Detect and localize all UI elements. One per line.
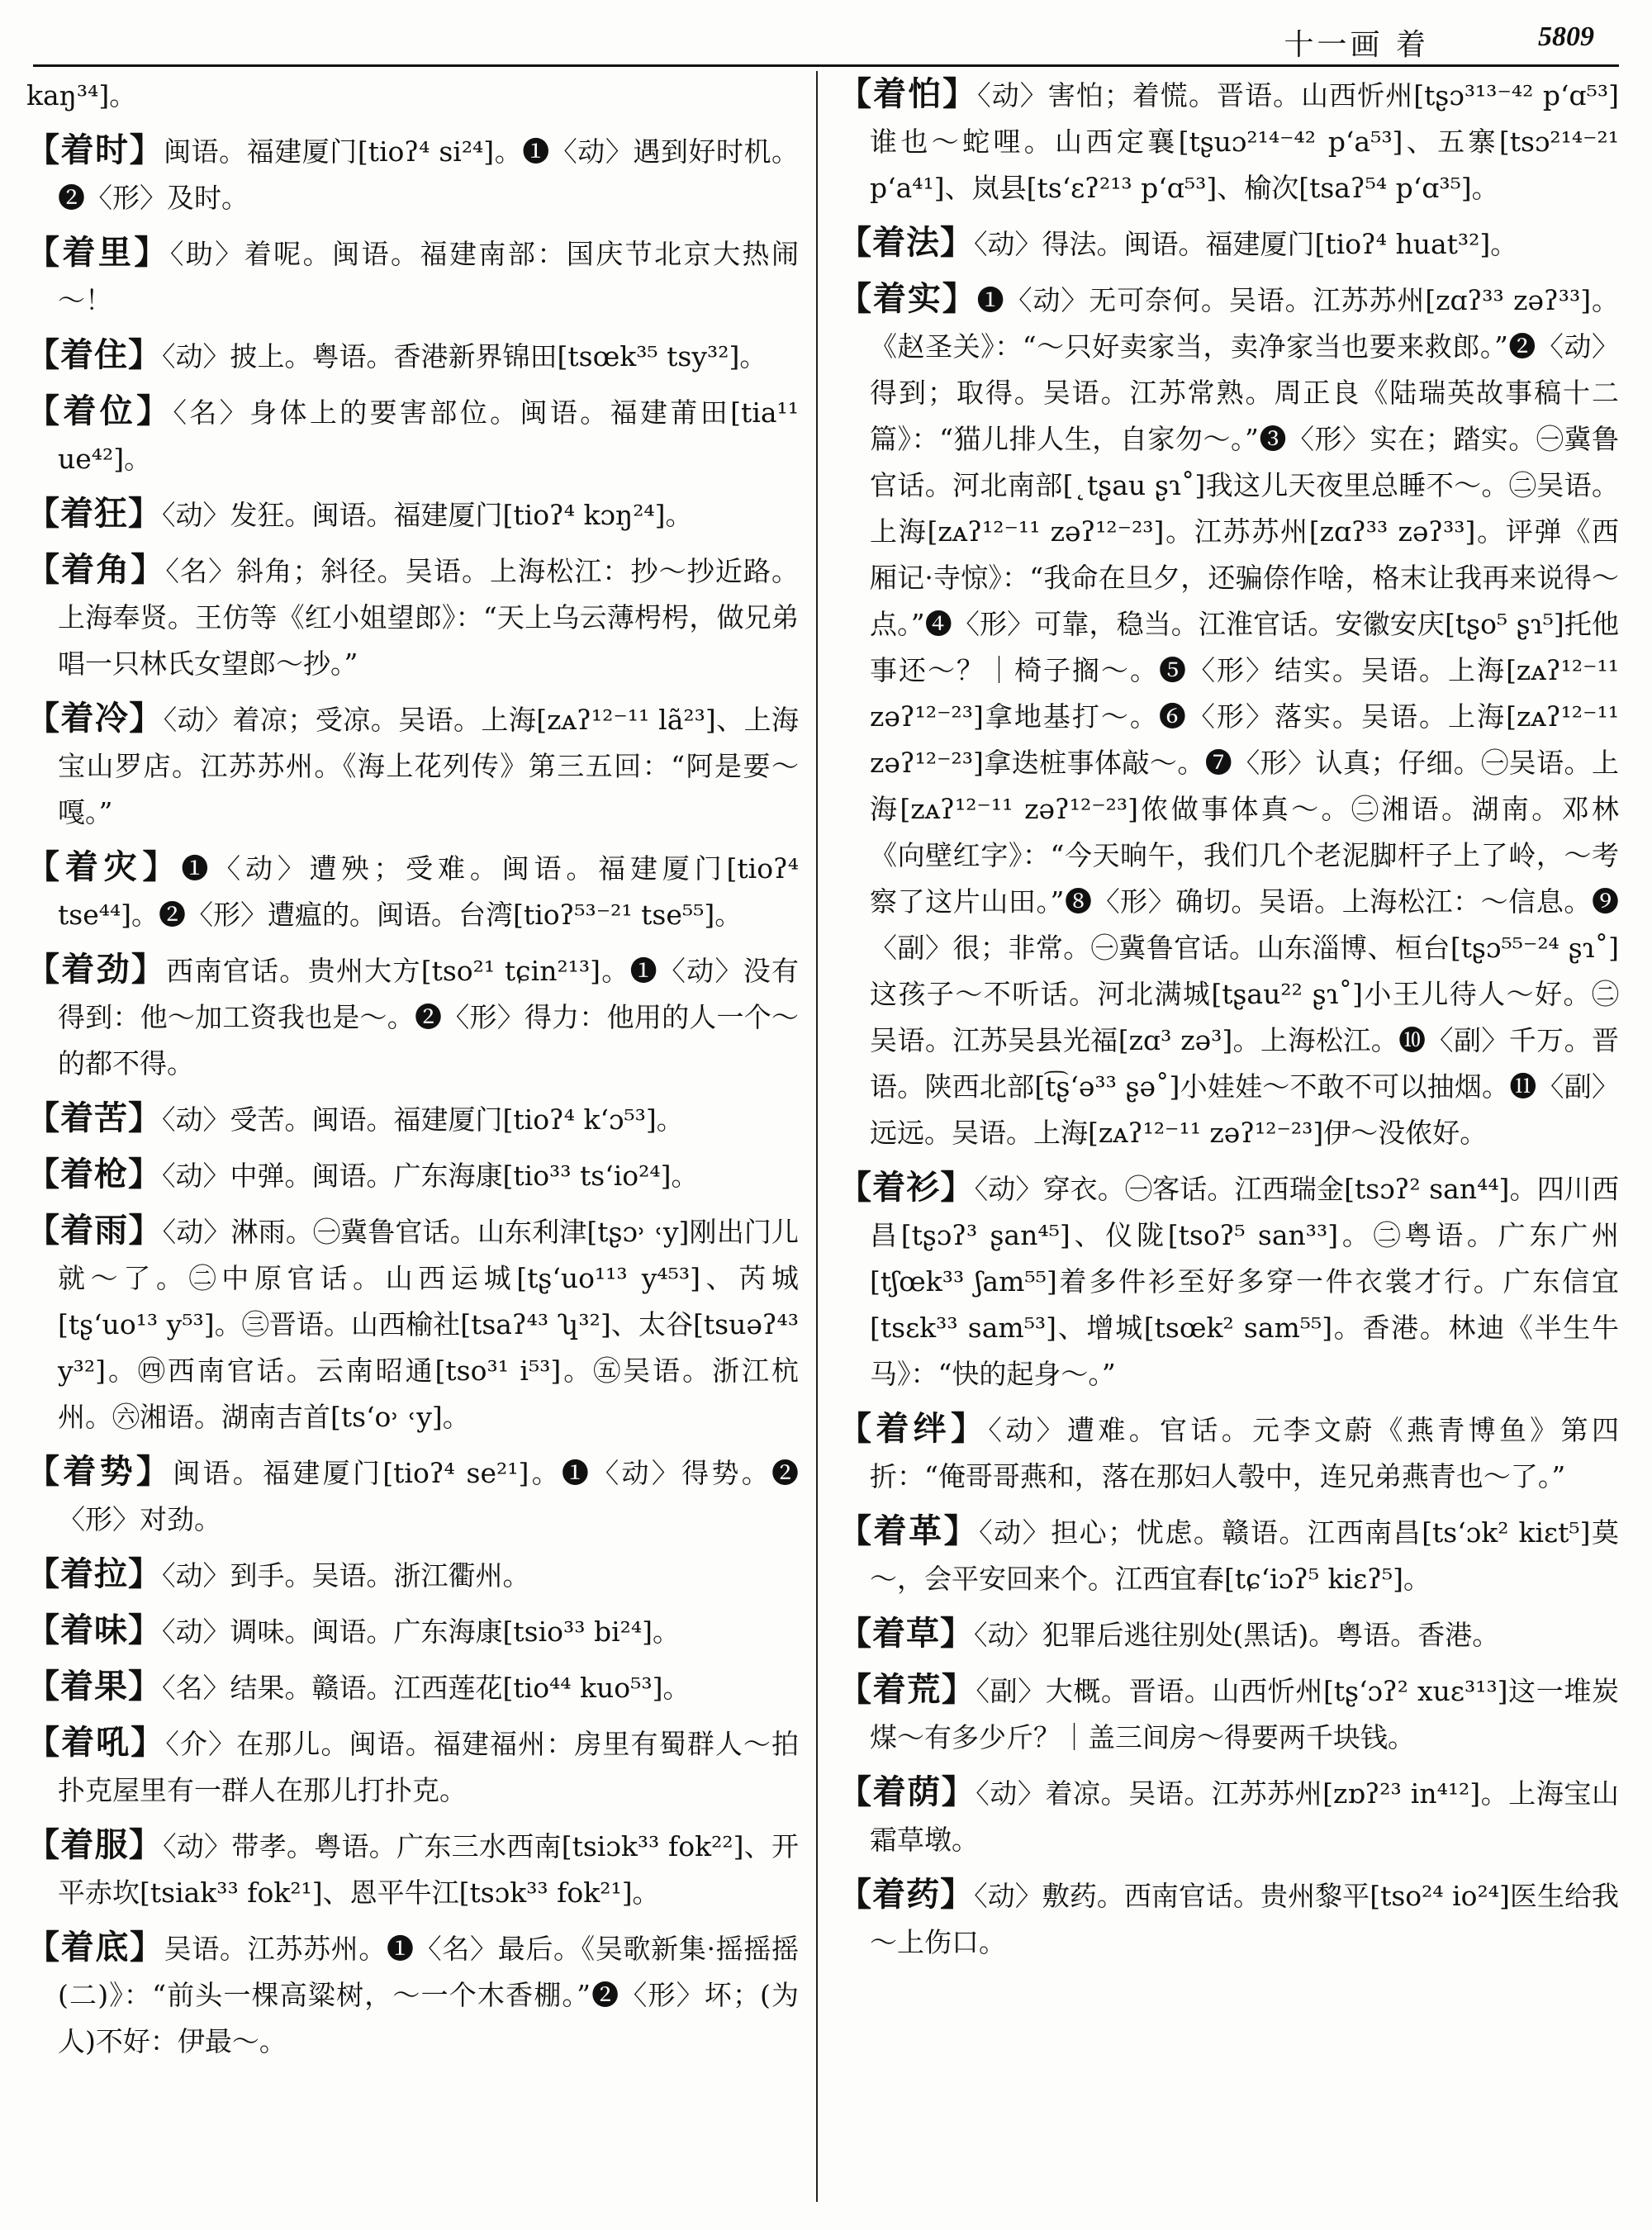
entry-headword: 【着雨】 [26, 1211, 163, 1250]
entry-definition: 〈动〉犯罪后逃往别处(黑话)。粤语。香港。 [974, 1619, 1500, 1651]
entry-definition: 〈动〉穿衣。㊀客话。江西瑞金[tsɔʔ² san⁴⁴]。四川西昌[tʂɔʔ³ ʂan⁴⁵]、仪陇[tsoʔ⁵ san³³]。㊁粤语。广东广州[tʃœk³³ ʃam⁵⁵]着多件衫至好多穿一件衣裳才行。广东信宜[tsɛk³³ sam⁵³]、增城[tsœk² sam⁵⁵]。香港。林迪《半生牛马》：“快的起身～。” [870, 1173, 1619, 1390]
entry-headword: 【着角】 [26, 550, 166, 589]
dictionary-entry [26, 491, 799, 539]
entry-definition: 〈动〉着凉；受凉。吴语。上海[zᴀʔ¹²⁻¹¹ lã²³]、上海宝山罗店。江苏苏州。《海上花列传》第三五回：“阿是要～嘎。” [58, 704, 799, 828]
column-divider [816, 71, 818, 2202]
dictionary-entry [838, 220, 1619, 268]
dictionary-entry [838, 1872, 1619, 1966]
entry-headword: 【着拉】 [26, 1554, 162, 1593]
entry-headword: 【着势】 [26, 1452, 173, 1491]
entry-headword: 【着劲】 [26, 950, 167, 989]
entry-headword: 【着苦】 [26, 1098, 162, 1137]
entry-definition: 〈动〉得法。闽语。福建厦门[tioʔ⁴ huat³²]。 [974, 228, 1518, 260]
entry-headword: 【着底】 [26, 1928, 164, 1967]
entry-definition: 〈动〉披上。粤语。香港新界锦田[tsœk³⁵ tsy³²]。 [162, 340, 767, 372]
entry-definition: 〈动〉害怕；着慌。晋语。山西忻州[tʂɔ³¹³⁻⁴² pʻɑ⁵³]谁也～蛇哩。山西定襄[tʂuɔ²¹⁴⁻⁴² pʻa⁵³]、五寨[tsɔ²¹⁴⁻²¹ pʻa⁴¹]、岚县[tsʻɛʔ²¹³ pʻɑ⁵³]、榆次[tsaʔ⁵⁴ pʻɑ³⁵]。 [870, 79, 1619, 204]
dictionary-entry [26, 127, 799, 221]
entry-definition: 吴语。江苏苏州。❶〈名〉最后。《吴歌新集·摇摇摇(二)》：“前头一棵高粱树，～一个木香棚。”❷〈形〉坏；(为人)不好：伊最～。 [58, 1933, 799, 2057]
dictionary-entry [26, 844, 799, 938]
dictionary-entry [26, 1607, 799, 1655]
dictionary-entry [26, 71, 799, 119]
entry-headword: 【着里】 [26, 233, 170, 272]
dictionary-entry [838, 1165, 1619, 1397]
entry-headword: 【着果】 [26, 1667, 162, 1706]
dictionary-entry [26, 1924, 799, 2065]
entry-headword: 【着吼】 [26, 1723, 166, 1762]
entry-headword: 【着怕】 [838, 74, 978, 113]
entry-headword: 【着冷】 [26, 699, 164, 738]
dictionary-entry [838, 276, 1619, 1156]
entry-headword: 【着狂】 [26, 494, 162, 533]
entry-headword: 【着药】 [838, 1875, 975, 1914]
entry-definition: 闽语。福建厦门[tioʔ⁴ si²⁴]。❶〈动〉遇到好时机。❷〈形〉及时。 [58, 135, 799, 214]
entry-definition: 〈动〉敷药。西南官话。贵州黎平[tso²⁴ io²⁴]医生给我～上伤口。 [870, 1880, 1619, 1958]
dictionary-entry [26, 1095, 799, 1143]
entry-definition: 闽语。福建厦门[tioʔ⁴ se²¹]。❶〈动〉得势。❷〈形〉对劲。 [58, 1457, 799, 1535]
dictionary-entry [838, 71, 1619, 211]
dictionary-entry [26, 1551, 799, 1599]
entry-definition: 〈副〉大概。晋语。山西忻州[tʂʻɔʔ² xuɛ³¹³]这一堆炭煤～有多少斤？｜盖三间房～得要两千块钱。 [870, 1675, 1619, 1753]
entry-definition: 〈动〉调味。闽语。广东海康[tsio³³ bi²⁴]。 [162, 1616, 680, 1648]
left-column [26, 71, 799, 2218]
dictionary-entry [26, 695, 799, 836]
entry-headword: 【着荒】 [838, 1670, 976, 1709]
entry-headword: 【着衫】 [838, 1168, 975, 1207]
dictionary-entry [26, 547, 799, 687]
dictionary-entry [838, 1611, 1619, 1658]
entry-definition: 〈介〉在那儿。闽语。福建福州：房里有蜀群人～拍扑克屋里有一群人在那儿打扑克。 [58, 1728, 799, 1806]
entry-headword: 【着草】 [838, 1614, 974, 1653]
entry-definition: 〈动〉担心；忧虑。赣语。江西南昌[tsʻɔk² kiɛt⁵]莫～，会平安回来个。江西宜春[tɕʻiɔʔ⁵ kiɛʔ⁵]。 [870, 1516, 1619, 1595]
entry-headword: 【着绊】 [838, 1409, 989, 1448]
dictionary-entry [838, 1667, 1619, 1761]
entry-definition: 〈名〉斜角；斜径。吴语。上海松江：抄～抄近路。上海奉贤。王仿等《红小姐望郎》：“天上乌云薄枵枵，做兄弟唱一只林氏女望郎～抄。” [58, 555, 799, 680]
entry-definition: 〈名〉身体上的要害部位。闽语。福建莆田[tia¹¹ ue⁴²]。 [58, 396, 799, 475]
dictionary-entry [838, 1406, 1619, 1500]
entry-definition: ❶〈动〉无可奈何。吴语。江苏苏州[zɑʔ³³ zəʔ³³]。《赵圣关》：“～只好卖家当，卖净家当也要来救郎。”❷〈动〉得到；取得。吴语。江苏常熟。周正良《陆瑞英故事稿十二篇》：“猫儿排人生，自家勿～。”❸〈形〉实在；踏实。㊀冀鲁官话。河北南部[˛tʂau ʂɿ˚]我这儿天夜里总睡不～。㊁吴语。上海[zᴀʔ¹²⁻¹¹ zəʔ¹²⁻²³]。江苏苏州[zɑʔ³³ zəʔ³³]。评弹《西厢记·寺惊》：“我命在旦夕，还骗倷作啥，格末让我再来说得～点。”❹〈形〉可靠，稳当。江淮官话。安徽安庆[tʂo⁵ ʂɿ⁵]托他事还～？｜椅子搁～。❺〈形〉结实。吴语。上海[zᴀʔ¹²⁻¹¹ zəʔ¹²⁻²³]拿地基打～。❻〈形〉落实。吴语。上海[zᴀʔ¹²⁻¹¹ zəʔ¹²⁻²³]拿迭桩事体敲～。❼〈形〉认真；仔细。㊀吴语。上海[zᴀʔ¹²⁻¹¹ zəʔ¹²⁻²³]侬做事体真～。㊁湘语。湖南。邓林《向壁红字》：“今天晌午，我们几个老泥脚杆子上了岭，～考察了这片山田。”❽〈形〉确切。吴语。上海松江：～信息。❾〈副〉很；非常。㊀冀鲁官话。山东淄博、桓台[tʂɔ⁵⁵⁻²⁴ ʂɿ˚]这孩子～不听话。河北满城[tʂau²² ʂɿ˚]小王儿待人～好。㊁吴语。江苏吴县光福[zɑ³ zə³]。上海松江。❿〈副〉千万。晋语。陕西北部[t͡ʂʻə³³ ʂə˚]小娃娃～不敢不可以抽烟。⓫〈副〉远远。吴语。上海[zᴀʔ¹²⁻¹¹ zəʔ¹²⁻²³]伊～没侬好。 [870, 284, 1619, 1149]
entry-definition: 西南官话。贵州大方[tso²¹ tɕin²¹³]。❶〈动〉没有得到：他～加工资我也是～。❷〈形〉得力：他用的人一个～的都不得。 [58, 955, 799, 1079]
dictionary-entry [26, 1151, 799, 1199]
entry-definition: 〈动〉到手。吴语。浙江衢州。 [162, 1559, 530, 1592]
entry-headword: 【着法】 [838, 223, 974, 262]
entry-headword: 【着灾】 [26, 847, 182, 886]
entry-headword: 【着荫】 [838, 1772, 976, 1811]
entry-headword: 【着味】 [26, 1611, 162, 1649]
entry-definition: 〈动〉中弹。闽语。广东海康[tio³³ tsʻio²⁴]。 [162, 1160, 699, 1192]
entry-definition: 〈名〉结果。赣语。江西莲花[tio⁴⁴ kuo⁵³]。 [162, 1672, 691, 1704]
dictionary-entry [26, 1663, 799, 1711]
dictionary-entry [26, 1208, 799, 1440]
entry-definition: 〈动〉带孝。粤语。广东三水西南[tsiɔk³³ fok²²]、开平赤坎[tsiak³³ fok²¹]、恩平牛江[tsɔk³³ fok²¹]。 [58, 1830, 799, 1909]
right-column [838, 71, 1619, 2218]
entry-headword: 【着服】 [26, 1825, 164, 1864]
entry-definition: 〈动〉淋雨。㊀冀鲁官话。山东利津[tʂɔ˒ ˓y]刚出门儿就～了。㊁中原官话。山西运城[tʂʻuo¹¹³ y⁴⁵³]、芮城[tʂʻuo¹³ y⁵³]。㊂晋语。山西榆社[tsaʔ⁴³ ʮ³²]、太谷[tsuəʔ⁴³ y³²]。㊃西南官话。云南昭通[tso³¹ i⁵³]。㊄吴语。浙江杭州。㊅湘语。湖南吉首[tsʻo˒ ˓y]。 [58, 1216, 799, 1433]
entry-headword: 【着位】 [26, 391, 173, 430]
entry-definition: 〈动〉遭难。官话。元李文蔚《燕青博鱼》第四折：“俺哥哥燕和，落在那妇人彀中，连兄弟燕青也～了。” [870, 1414, 1619, 1492]
entry-definition: 〈动〉发狂。闽语。福建厦门[tioʔ⁴ kɔŋ²⁴]。 [162, 499, 693, 531]
dictionary-entry [26, 1720, 799, 1814]
dictionary-entry [26, 947, 799, 1087]
entry-definition: kaŋ³⁴]。 [26, 79, 137, 112]
entry-definition: 〈助〉着呢。闽语。福建南部：国庆节北京大热闹～！ [58, 238, 799, 316]
entry-definition: 〈动〉受苦。闽语。福建厦门[tioʔ⁴ kʻɔ⁵³]。 [162, 1103, 684, 1136]
dictionary-entry [26, 388, 799, 482]
dictionary-entry [26, 230, 799, 324]
page-number: 5809 [1538, 21, 1594, 52]
dictionary-entry [838, 1769, 1619, 1863]
dictionary-entry [26, 332, 799, 380]
entry-headword: 【着时】 [26, 130, 164, 169]
dictionary-entry [838, 1508, 1619, 1602]
entry-headword: 【着革】 [838, 1511, 980, 1550]
entry-headword: 【着枪】 [26, 1155, 162, 1193]
running-head-section: 十一画 着 [1284, 28, 1429, 62]
dictionary-entry [26, 1822, 799, 1916]
entry-definition: ❶〈动〉遭殃；受难。闽语。福建厦门[tioʔ⁴ tse⁴⁴]。❷〈形〉遭瘟的。闽语。台湾[tioʔ⁵³⁻²¹ tse⁵⁵]。 [58, 852, 799, 931]
entry-definition: 〈动〉着凉。吴语。江苏苏州[zɒʔ²³ in⁴¹²]。上海宝山霜草墩。 [870, 1777, 1619, 1856]
page-header [33, 0, 1619, 67]
dictionary-entry [26, 1449, 799, 1543]
entry-headword: 【着实】 [838, 279, 977, 318]
entry-headword: 【着住】 [26, 335, 162, 374]
